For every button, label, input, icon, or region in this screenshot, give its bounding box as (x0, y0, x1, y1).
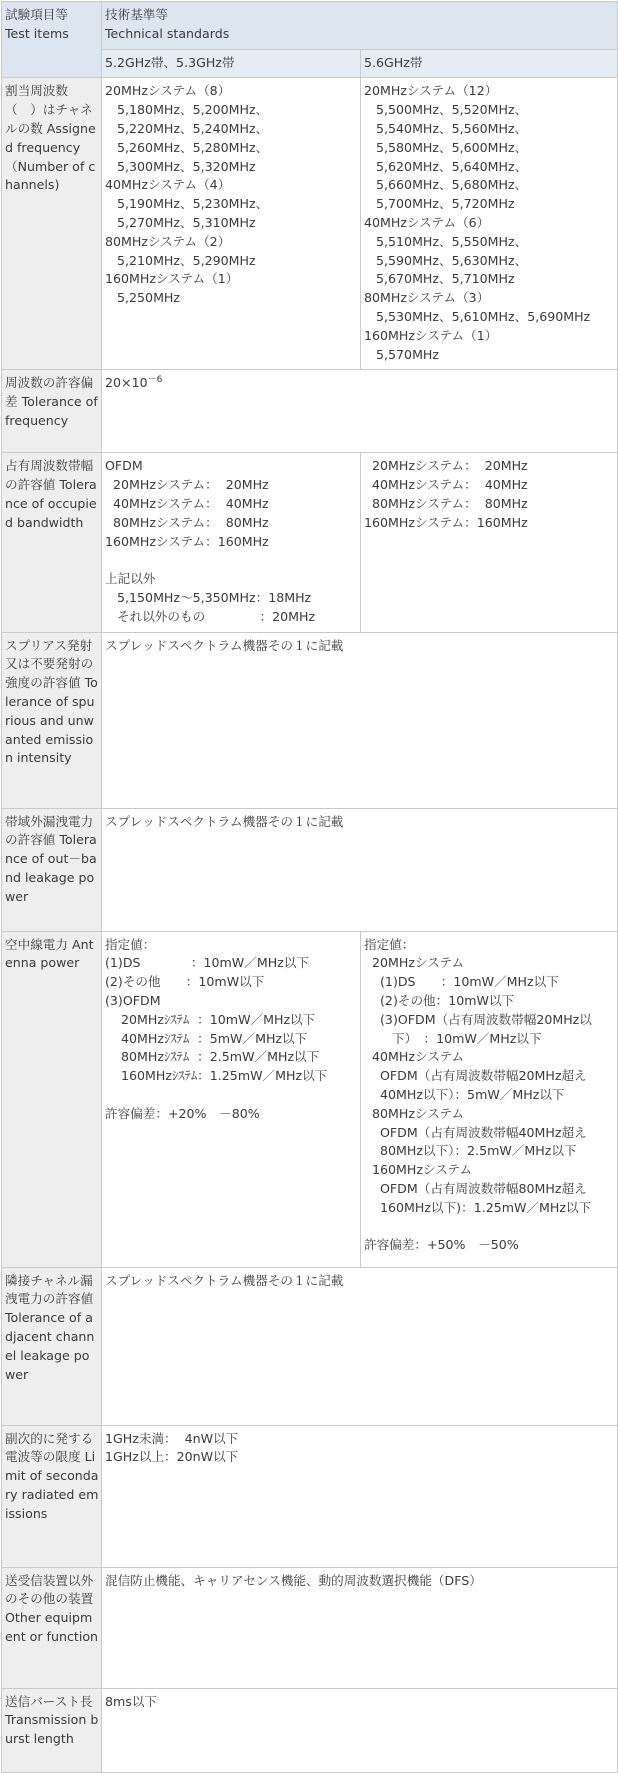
header-band-5-2-5-3: 5.2GHz帯、5.3GHz帯 (102, 49, 361, 78)
row-other-equipment (2, 1567, 618, 1688)
occupied-bandwidth-5-6: 20MHzシステム： 20MHz 40MHzシステム： 40MHz 80MHzシステム： 80MHz 160MHzシステム：160MHz (361, 453, 618, 632)
label-secondary-emissions: 副次的に発する電波等の限度 Limit of secondary radiated emissions (2, 1425, 102, 1567)
header-row (2, 2, 618, 50)
label-spurious: スプリアス発射又は不要発射の強度の許容値 Tolerance of spurious and unwanted emission intensity (2, 632, 102, 808)
assigned-frequency-5-6: 20MHzシステム（12） 5,500MHz、5,520MHz、 5,540MHz、5,560MHz、 5,580MHz、5,600MHz、 5,620MHz、5,640MHz、 5,660MHz、5,680MHz、 5,700MHz、5,720MHz 40MHzシステム（6） 5,510MHz、5,550MHz、 5,590MHz、5,630MHz、 5,670MHz、5,710MHz 80MHzシステム（3） 5,530MHz、5,610MHz、5,690MHz 160MHzシステム（1） 5,570MHz (361, 78, 618, 370)
label-adjacent-channel: 隣接チャネル漏洩電力の許容値 Tolerance of adjacent channel leakage power (2, 1267, 102, 1425)
row-spurious (2, 632, 618, 808)
antenna-power-5-6: 指定値： 20MHzシステム (1)DS ：10mW／MHz以下 (2)その他：10mW以下 (3)OFDM（占有周波数帯幅20MHz以 下） ：10mW／MHz以下 40MHzシステム OFDM（占有周波数帯幅20MHz超え 40MHz以下）：5mW／MHz以下 80MHzシステム OFDM（占有周波数帯幅40MHz超え 80MHz以下）：2.5mW／MHz以下 160MHzシステム OFDM（占有周波数帯幅80MHz超え 160MHz以下)：1.25mW／MHz以下 許容偏差：+50% －50% (361, 931, 618, 1267)
out-band-leakage-value: スプレッドスペクトラム機器その１に記載 (102, 808, 618, 931)
adjacent-channel-value: スプレッドスペクトラム機器その１に記載 (102, 1267, 618, 1425)
header-test-items: 試験項目等 Test items (2, 2, 102, 78)
label-other-equipment: 送受信装置以外のその他の装置 Other equipment or function (2, 1567, 102, 1688)
row-occupied-bandwidth (2, 453, 618, 632)
row-assigned-frequency (2, 78, 618, 370)
label-tolerance-frequency: 周波数の許容偏差 Tolerance of frequency (2, 370, 102, 453)
label-out-band-leakage: 帯域外漏洩電力の許容値 Tolerance of out－band leakage power (2, 808, 102, 931)
row-antenna-power (2, 931, 618, 1267)
spurious-value: スプレッドスペクトラム機器その１に記載 (102, 632, 618, 808)
row-tolerance-frequency (2, 370, 618, 453)
tolerance-frequency-value: $20\times 10^{-6}$ (102, 370, 618, 453)
burst-length-value: 8ms以下 (102, 1688, 618, 1772)
other-equipment-value: 混信防止機能、キャリアセンス機能、動的周波数選択機能（DFS） (102, 1567, 618, 1688)
assigned-frequency-5-2-5-3: 20MHzシステム（8） 5,180MHz、5,200MHz、 5,220MHz、5,240MHz、 5,260MHz、5,280MHz、 5,300MHz、5,320MHz 40MHzシステム（4） 5,190MHz、5,230MHz、 5,270MHz、5,310MHz 80MHzシステム（2） 5,210MHz、5,290MHz 160MHzシステム（1） 5,250MHz (102, 78, 361, 370)
label-assigned-frequency: 割当周波数（ ）はチャネルの数 Assigned frequency（Number of channels) (2, 78, 102, 370)
occupied-bandwidth-5-2-5-3: OFDM 20MHzシステム： 20MHz 40MHzシステム： 40MHz 80MHzシステム： 80MHz 160MHzシステム：160MHz 上記以外 5,150MHz～5,350MHz：18MHz それ以外のもの ：20MHz (102, 453, 361, 632)
row-adjacent-channel (2, 1267, 618, 1425)
header-band-5-6: 5.6GHz帯 (361, 49, 618, 78)
label-burst-length: 送信バースト長 Transmission burst length (2, 1688, 102, 1772)
row-burst-length (2, 1688, 618, 1772)
label-antenna-power: 空中線電力 Antenna power (2, 931, 102, 1267)
header-technical-standards: 技術基準等 Technical standards (102, 2, 618, 50)
secondary-emissions-value: 1GHz未満： 4nW以下 1GHz以上：20nW以下 (102, 1425, 618, 1567)
row-out-band-leakage (2, 808, 618, 931)
technical-standards-table (1, 1, 618, 1773)
label-occupied-bandwidth: 占有周波数帯幅の許容値 Tolerance of occupied bandwidth (2, 453, 102, 632)
tolerance-frequency-exponent: －6 (147, 375, 163, 386)
antenna-power-5-2-5-3: 指定値： (1)DS ：10mW／MHz以下 (2)その他 ：10mW以下 (3)OFDM 20MHzｼｽﾃﾑ ：10mW／MHz以下 40MHzｼｽﾃﾑ ：5mW／MHz以下 80MHzｼｽﾃﾑ ：2.5mW／MHz以下 160MHzｼｽﾃﾑ：1.25mW／MHz以下 許容偏差：+20% －80% (102, 931, 361, 1267)
row-secondary-emissions (2, 1425, 618, 1567)
